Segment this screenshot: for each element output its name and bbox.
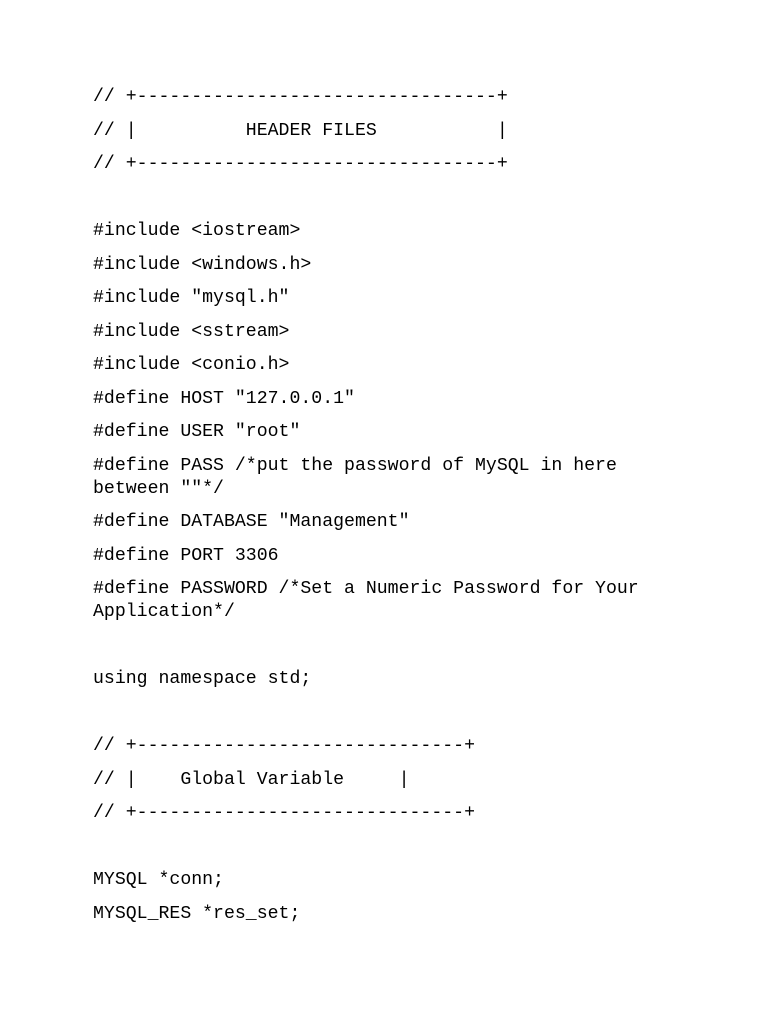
define-user: #define USER "root" xyxy=(93,422,301,442)
define-password: #define PASSWORD /*Set a Numeric Password for Your Application*/ xyxy=(93,579,639,622)
blank-line xyxy=(93,187,693,221)
define-pass: #define PASS /*put the password of MySQL in here between ""*/ xyxy=(93,455,617,499)
blank-line xyxy=(93,635,693,669)
include-mysql: #include "mysql.h" xyxy=(93,288,290,308)
define-host: #define HOST "127.0.0.1" xyxy=(93,388,355,409)
include-conio: #include <conio.h> xyxy=(93,355,290,375)
code-document xyxy=(93,86,693,936)
include-windows: #include <windows.h> xyxy=(93,254,312,275)
blank-line xyxy=(93,702,693,736)
using-namespace-std: using namespace std; xyxy=(93,669,312,689)
global-variable-border-bottom: // +------------------------------+ xyxy=(93,803,475,823)
include-iostream: #include <iostream> xyxy=(93,221,301,241)
header-files-title: // | HEADER FILES | xyxy=(93,120,508,141)
define-database: #define DATABASE "Management" xyxy=(93,512,410,532)
global-variable-border-top: // +------------------------------+ xyxy=(93,736,475,756)
global-conn-declaration: MYSQL *conn; xyxy=(93,870,224,890)
define-port: #define PORT 3306 xyxy=(93,545,279,566)
header-files-border-top: // +---------------------------------+ xyxy=(93,87,508,107)
global-variable-title: // | Global Variable | xyxy=(93,769,410,790)
blank-line xyxy=(93,836,693,870)
header-files-border-bottom: // +---------------------------------+ xyxy=(93,154,508,174)
global-res-set-declaration: MYSQL_RES *res_set; xyxy=(93,903,301,924)
include-sstream: #include <sstream> xyxy=(93,321,290,342)
